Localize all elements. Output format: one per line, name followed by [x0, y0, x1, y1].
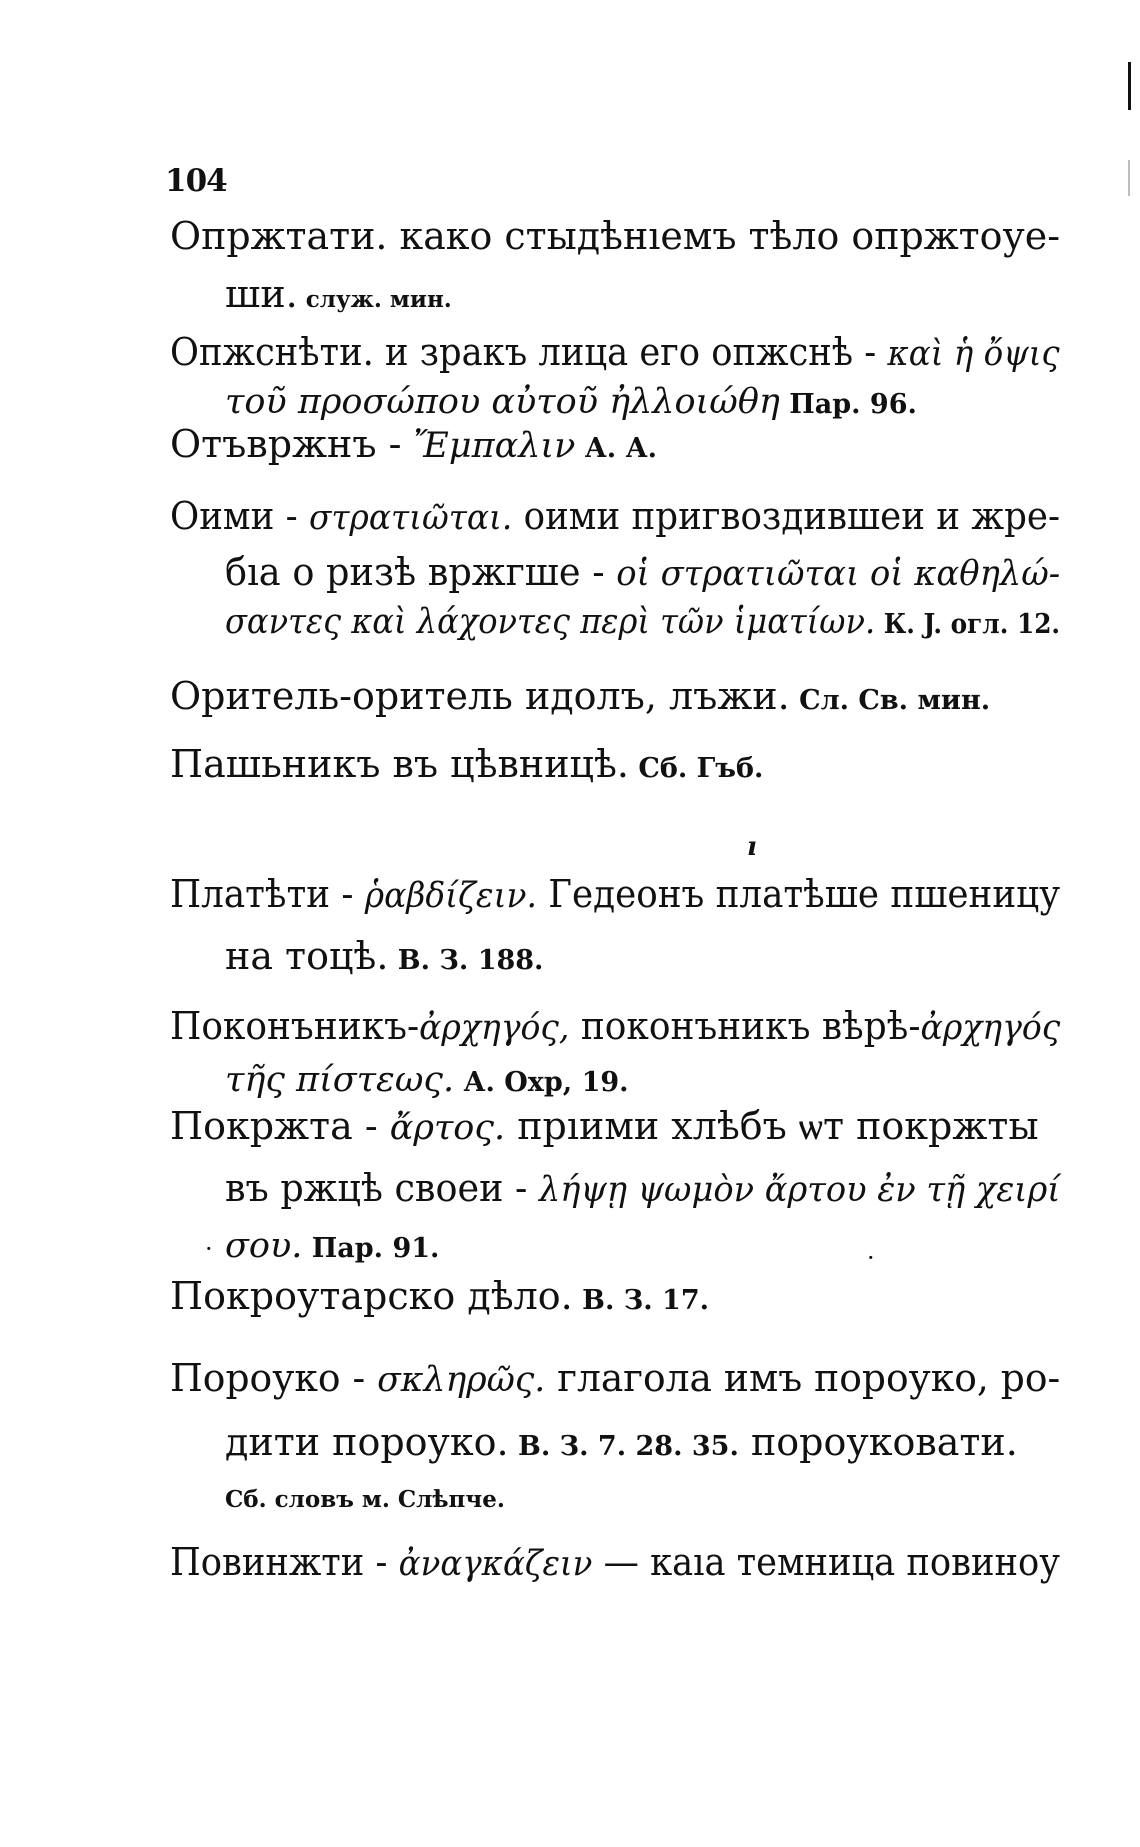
- entry-text: въ ржцѣ своеи -: [225, 1166, 539, 1210]
- entry-line: [170, 326, 1060, 379]
- entry-line: [225, 1468, 505, 1525]
- entry-text: ши.: [225, 272, 298, 316]
- entry-line: [170, 418, 657, 474]
- entry-text: -: [364, 1540, 399, 1584]
- entry-text: въ цѣвницѣ.: [380, 742, 629, 786]
- entry-line: [170, 1270, 709, 1326]
- source-reference: служ. мин.: [297, 286, 452, 313]
- headword: Повинжти: [170, 1540, 365, 1584]
- page-number: 104: [165, 163, 227, 199]
- greek-gloss: τοῦ προσώπου αὐτοῦ ἠλλοιώθη: [225, 382, 780, 422]
- greek-gloss: καὶ ἡ ὄψις: [887, 334, 1060, 374]
- headword: Поконъникъ: [170, 1004, 407, 1048]
- entry-text: оими пригвоздившеи и жре-: [512, 494, 1060, 538]
- entry-line: [170, 1536, 1060, 1589]
- source-reference: В. З. 188.: [388, 945, 544, 976]
- entry-line: [225, 268, 452, 325]
- source-reference: Сб. словъ м. Слѣпче.: [225, 1486, 505, 1513]
- greek-gloss: στρατιῶται.: [309, 498, 513, 538]
- greek-gloss: λήψῃ ψωμὸν ἄρτου ἐν τῇ χειρί: [538, 1170, 1061, 1210]
- entry-text: -: [376, 422, 414, 466]
- entry-text: -: [330, 872, 365, 916]
- greek-gloss: ἀρχηγός,: [419, 1008, 570, 1048]
- headword: Опжснѣти.: [170, 330, 374, 374]
- headword: Пороуко: [170, 1356, 341, 1400]
- greek-gloss: ἀναγκάζειν: [398, 1544, 593, 1584]
- greek-gloss: σαντες καὶ λάχοντες περὶ τῶν ἱματίων.: [225, 602, 876, 642]
- entry-line: [225, 930, 543, 986]
- entry-text: дити пороуко.: [225, 1420, 509, 1464]
- greek-gloss: ῥαβδίζειν.: [364, 876, 537, 916]
- headword: Покржта: [170, 1104, 353, 1148]
- entry-line: [225, 1416, 1018, 1472]
- source-reference: Пар. 96.: [779, 389, 917, 420]
- entry-line: [225, 594, 1060, 650]
- entry-text: како стыдѣнıемъ тѣло опржтоуе-: [387, 214, 1061, 258]
- greek-gloss: οἱ στρατιῶται οἱ καθηλώ-: [616, 554, 1061, 594]
- headword: Оритель-оритель: [170, 674, 513, 718]
- page-edge-mark-faint: [1128, 160, 1130, 196]
- stray-accent-mark: ı: [747, 832, 757, 862]
- entry-line: [170, 670, 990, 726]
- greek-gloss: ἀρχηγός: [920, 1008, 1061, 1048]
- greek-gloss: Ἔμπαλιν: [413, 426, 576, 466]
- source-reference: В. З. 7. 28. 35.: [508, 1431, 739, 1462]
- source-reference: Пар. 91.: [302, 1233, 440, 1264]
- source-reference: В. З. 17.: [572, 1285, 710, 1316]
- greek-gloss: τῆς πίστεως.: [225, 1060, 455, 1100]
- entry-text: -: [340, 1356, 378, 1400]
- entry-text: -: [352, 1104, 390, 1148]
- source-reference: Сб. Гъб.: [628, 753, 764, 784]
- entry-line: [225, 546, 1060, 599]
- entry-text: глагола имъ пороуко, ро-: [545, 1356, 1061, 1400]
- source-reference: Сл. Св. мин.: [789, 685, 991, 716]
- entry-line: [225, 1162, 1060, 1215]
- headword: Платѣти: [170, 872, 331, 916]
- entry-line: [170, 868, 1060, 921]
- entry-line: [170, 1100, 1039, 1153]
- entry-line: [225, 1218, 439, 1274]
- entry-text: дѣло.: [455, 1274, 573, 1318]
- entry-line: [170, 1352, 1060, 1405]
- entry-text: прıими хлѣбъ ѡт покржты: [505, 1104, 1039, 1148]
- headword: Пашьникъ: [170, 742, 381, 786]
- headword: Опржтати.: [170, 214, 388, 258]
- stray-dot: ·: [867, 1244, 875, 1272]
- entry-text: -: [274, 494, 310, 538]
- entry-text: бıа о ризѣ вржгше -: [225, 550, 617, 594]
- entry-line: [170, 1000, 1060, 1053]
- greek-gloss: ἄρτος.: [389, 1108, 506, 1148]
- greek-gloss: σκληρῶς.: [377, 1360, 546, 1400]
- headword: Отъвржнъ: [170, 422, 377, 466]
- entry-text: поконъникъ вѣрѣ-: [569, 1004, 921, 1048]
- entry-text: пороуковати.: [738, 1420, 1018, 1464]
- source-reference: К. J. огл. 12.: [875, 609, 1061, 640]
- page-edge-mark: [1128, 62, 1131, 110]
- greek-gloss: σου.: [225, 1226, 303, 1266]
- entry-text: и зракъ лица его опжснѣ -: [373, 330, 888, 374]
- entry-line: [170, 738, 763, 794]
- entry-text: Гедеонъ платѣше пшеницу: [536, 872, 1061, 916]
- entry-text: — каıа темница повиноу: [592, 1540, 1060, 1584]
- entry-text: на тоцѣ.: [225, 934, 389, 978]
- entry-line: [170, 210, 1060, 261]
- headword: Оими: [170, 494, 275, 538]
- entry-line: [170, 490, 1060, 543]
- source-reference: А. Охр, 19.: [454, 1067, 629, 1098]
- headword: Покроутарско: [170, 1274, 456, 1318]
- stray-dot: ·: [205, 1235, 213, 1263]
- entry-text: идолъ, лъжи.: [512, 674, 790, 718]
- entry-text: -: [406, 1004, 420, 1048]
- source-reference: А. А.: [575, 433, 657, 464]
